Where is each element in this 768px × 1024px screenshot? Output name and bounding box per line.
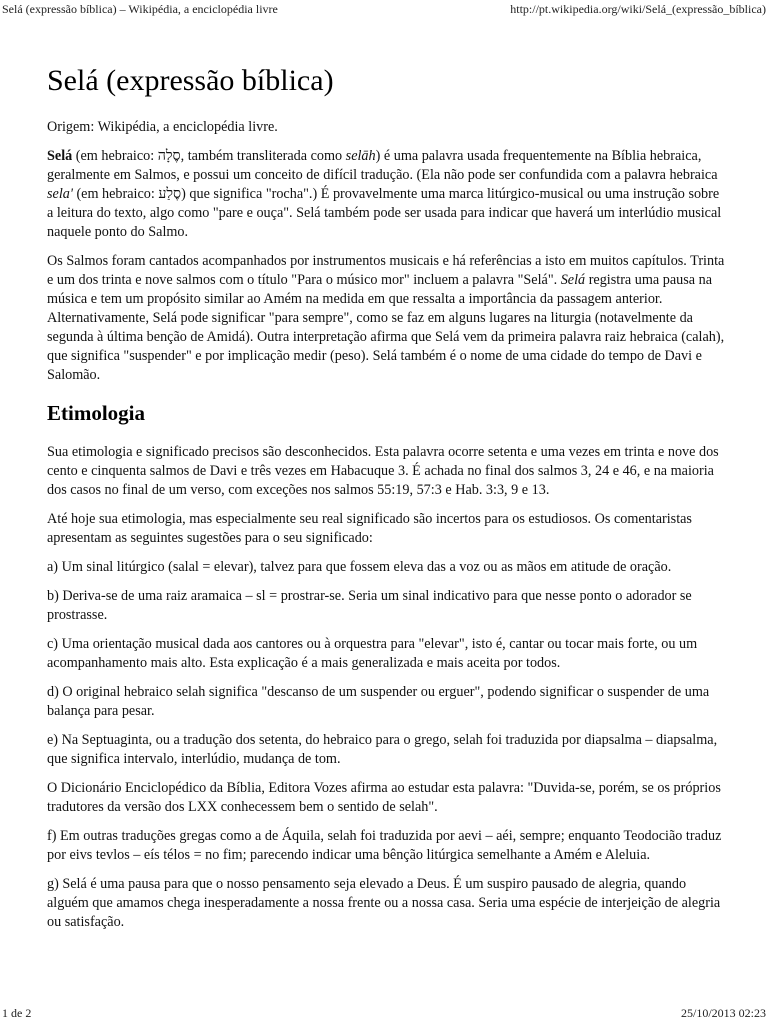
article-content (47, 62, 727, 942)
etimologia-paragraph-dicionario: O Dicionário Enciclopédico da Bíblia, Editora Vozes afirma ao estudar esta palavra: "Duvida-se, porém, se os próprios tradutores da versão dos LXX conhecessem bem o sentido de selah". (47, 780, 721, 815)
etimologia-paragraph: Sua etimologia e significado precisos são desconhecidos. Esta palavra ocorre setenta e uma vezes em trinta e nove dos cento e cinquenta salmos de Davi e três vezes em Habacuque 3. É achada no final dos salmos 3, 24 e 46, e na maioria dos casos no final de um verso, com exceções nos salmos 55:19, 57:3 e Hab. 3:3, 9 e 13. (47, 444, 719, 498)
print-footer (0, 1004, 768, 1024)
intro-text-2: ) é uma palavra usada frequentemente na Bíblia hebraica, geralmente em Salmos, e possui um conceito de difícil tradução. (Ela não pode ser confundida com a palavra hebraica (47, 148, 718, 183)
intro-italic-1: selāh (345, 148, 376, 164)
etimologia-suggestion-d: d) O original hebraico selah significa "descanso de um suspender ou erguer", podendo significar o suspender de uma balança para pesar. (47, 684, 710, 719)
origin-line: Origem: Wikipédia, a enciclopédia livre. (47, 119, 278, 135)
page-title: Selá (expressão bíblica) (47, 64, 334, 97)
print-header-title: Selá (expressão bíblica) – Wikipédia, a enciclopédia livre (2, 2, 278, 16)
intro-text-1: (em hebraico: סֶלָה, também transliterada como (72, 148, 346, 164)
etimologia-suggestion-b: b) Deriva-se de uma raiz aramaica – sl = prostrar-se. Seria um sinal indicativo para que nesse ponto o adorador se prostrasse. (47, 588, 692, 623)
salmos-text-2: registra uma pausa na música e tem um propósito similar ao Amém na medida em que ressalta a importância da passagem anterior. Alternativamente, Selá pode significar "para sempre", como se faz em alguns lugares na liturgia (notavelmente da segunda à última benção de Amidá). Outra interpretação afirma que Selá vem da primeira palavra raiz hebraica (calah), que significa "suspender" e por implicação medir (peso). Selá também é o nome de uma cidade do tempo de Davi e Salomão. (47, 272, 725, 383)
print-header-url: http://pt.wikipedia.org/wiki/Selá_(expressão_bíblica) (510, 2, 766, 16)
etimologia-suggestion-f: f) Em outras traduções gregas como a de Áquila, selah foi traduzida por aevi – aéi, sempre; enquanto Teodocião traduz por eivs tevlos – eís télos = no fim; parecendo indicar uma bênção litúrgica semelhante a Amém e Aleluia. (47, 828, 722, 863)
intro-bold-term: Selá (47, 148, 73, 164)
etimologia-suggestion-e: e) Na Septuaginta, ou a tradução dos setenta, do hebraico para o grego, selah foi traduzida por diapsalma – diapsalma, que significa intervalo, interlúdio, mudança de tom. (47, 732, 718, 767)
salmos-italic: Selá (560, 272, 586, 288)
print-header (0, 0, 768, 18)
etimologia-suggestion-c: c) Uma orientação musical dada aos cantores ou à orquestra para "elevar", isto é, cantar ou tocar mais forte, ou um acompanhamento mais alto. Esta explicação é a mais generalizada e mais aceita por todos. (47, 636, 698, 671)
page-number: 1 de 2 (2, 1006, 32, 1020)
etimologia-suggestion-g: g) Selá é uma pausa para que o nosso pensamento seja elevado a Deus. É um suspiro pausado de alegria, quando alguém que amamos chega inesperadamente a nossa frente ou a nossa casa. Seria uma espécie de interjeição de alegria ou satisfação. (47, 876, 721, 930)
salmos-paragraph (47, 252, 727, 385)
intro-paragraph (47, 147, 727, 242)
section-heading-etimologia: Etimologia (47, 401, 145, 425)
salmos-text-1: Os Salmos foram cantados acompanhados por instrumentos musicais e há referências a isto em muitos capítulos. Trinta e um dos trinta e nove salmos com o título "Para o músico mor" incluem a palavra "Selá". (47, 253, 725, 288)
intro-text-3: (em hebraico: סֶלַע) que significa "rocha".) É provavelmente uma marca litúrgico-musical ou uma instrução sobre a leitura do texto, algo como "pare e ouça". Selá também pode ser usada para indicar que haverá um interlúdio musical naquele ponto do Salmo. (47, 186, 722, 240)
etimologia-suggestion-a: a) Um sinal litúrgico (salal = elevar), talvez para que fossem eleva das a voz ou as mãos em atitude de oração. (47, 559, 672, 575)
intro-italic-2: sela' (47, 186, 73, 202)
etimologia-paragraph: Até hoje sua etimologia, mas especialmente seu real significado são incertos para os estudiosos. Os comentaristas apresentam as seguintes sugestões para o seu significado: (47, 511, 692, 546)
print-datetime: 25/10/2013 02:23 (680, 1006, 766, 1020)
